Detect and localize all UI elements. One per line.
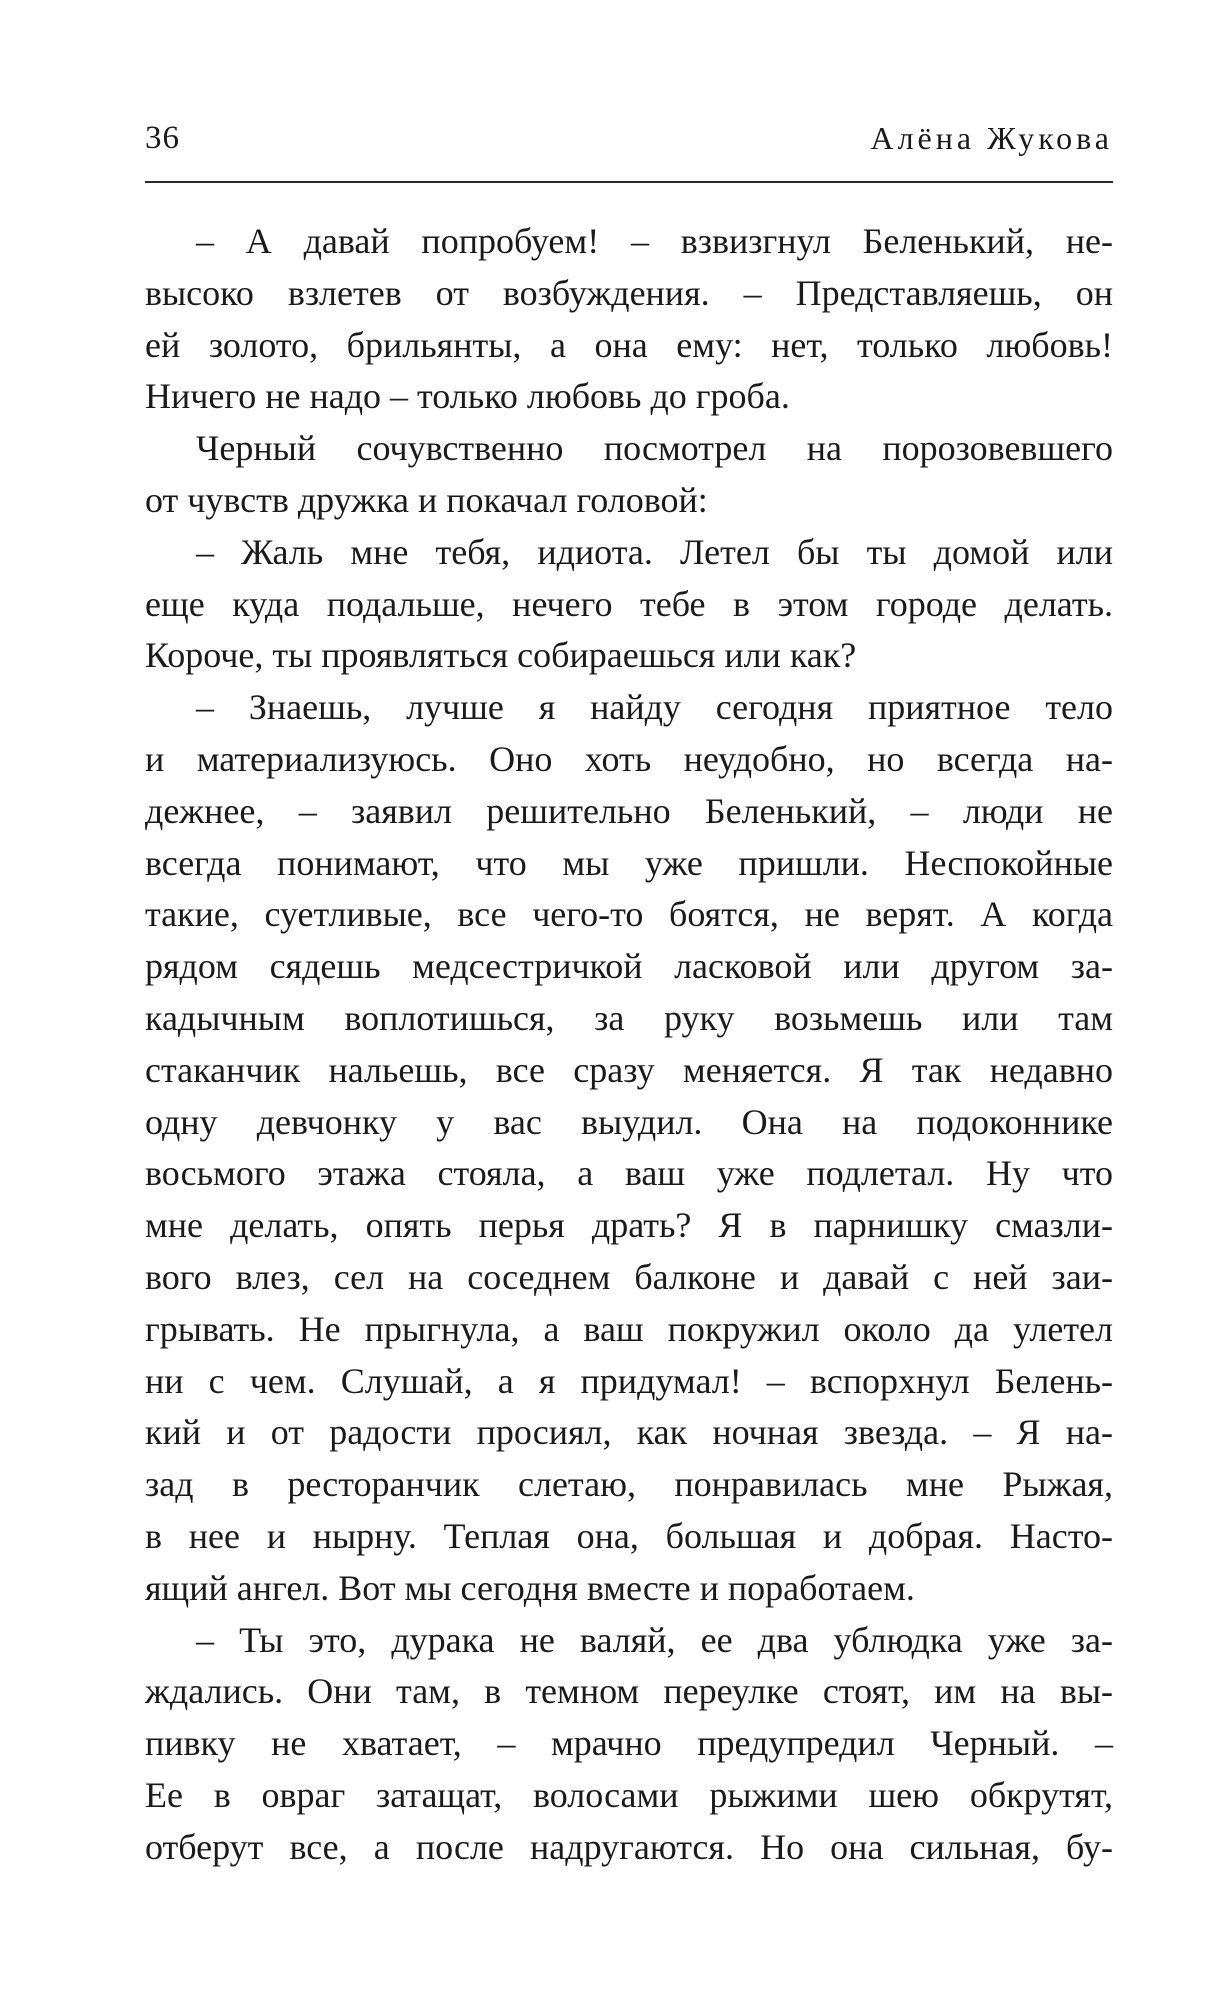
text-line: кий и от радости просиял, как ночная звезда. – Я на-	[145, 1412, 1113, 1453]
text-line: – Жаль мне тебя, идиота. Летел бы ты домой или	[196, 531, 1113, 572]
text-line: и материализуюсь. Оно хоть неудобно, но всегда на-	[145, 738, 1113, 779]
text-line: пивку не хватает, – мрачно предупредил Черный. –	[145, 1723, 1113, 1764]
text-line: Ее в овраг затащат, волосами рыжими шею обкрутят,	[145, 1774, 1113, 1815]
text-line: зад в ресторанчик слетаю, понравилась мне Рыжая,	[145, 1464, 1113, 1505]
author-name: Алёна Жукова	[870, 120, 1113, 156]
text-line: – Ты это, дурака не валяй, ее два ублюдка уже за-	[196, 1619, 1113, 1660]
page-number: 36	[145, 120, 180, 156]
text-line: рядом сядешь медсестричкой ласковой или другом за-	[145, 946, 1113, 987]
text-line: ящий ангел. Вот мы сегодня вместе и поработаем.	[145, 1567, 915, 1608]
text-line: Короче, ты проявляться собираешься или как?	[145, 635, 857, 676]
text-line: восьмого этажа стояла, а ваш уже подлетал. Ну что	[145, 1153, 1113, 1194]
text-line: такие, суетливые, все чего-то боятся, не верят. А когда	[145, 894, 1113, 935]
text-line: дежнее, – заявил решительно Беленький, – люди не	[145, 790, 1113, 831]
text-line: ни с чем. Слушай, а я придумал! – вспорхнул Белень-	[145, 1360, 1113, 1401]
header-rule	[145, 181, 1113, 183]
text-line: всегда понимают, что мы уже пришли. Неспокойные	[145, 842, 1113, 883]
body-text	[145, 216, 1113, 1874]
text-line: мне делать, опять перья драть? Я в парнишку смазли-	[145, 1205, 1113, 1246]
text-line: еще куда подальше, нечего тебе в этом городе делать.	[145, 583, 1113, 624]
text-line: стаканчик нальешь, все сразу меняется. Я так недавно	[145, 1049, 1113, 1090]
text-line: Черный сочувственно посмотрел на порозовевшего	[196, 428, 1113, 469]
text-line: кадычным воплотишься, за руку возьмешь или там	[145, 997, 1113, 1038]
text-line: ждались. Они там, в темном переулке стоят, им на вы-	[145, 1671, 1113, 1712]
text-line: в нее и нырну. Теплая она, большая и добрая. Насто-	[145, 1515, 1113, 1556]
text-line: – А давай попробуем! – взвизгнул Беленький, не-	[196, 221, 1113, 261]
text-line: одну девчонку у вас выудил. Она на подоконнике	[145, 1101, 1113, 1142]
text-line: высоко взлетев от возбуждения. – Представляешь, он	[145, 272, 1113, 313]
text-line: Ничего не надо – только любовь до гроба.	[145, 376, 790, 417]
text-line: отберут все, а после надругаются. Но она сильная, бу-	[145, 1826, 1113, 1867]
text-line: ей золото, брильянты, а она ему: нет, только любовь!	[145, 324, 1113, 365]
text-line: – Знаешь, лучше я найду сегодня приятное тело	[196, 687, 1113, 728]
running-head	[145, 118, 1113, 174]
text-line: грывать. Не прыгнула, а ваш покружил около да улетел	[145, 1308, 1113, 1349]
text-line: от чувств дружка и покачал головой:	[145, 479, 708, 520]
text-line: вого влез, сел на соседнем балконе и давай с ней заи-	[145, 1256, 1113, 1297]
